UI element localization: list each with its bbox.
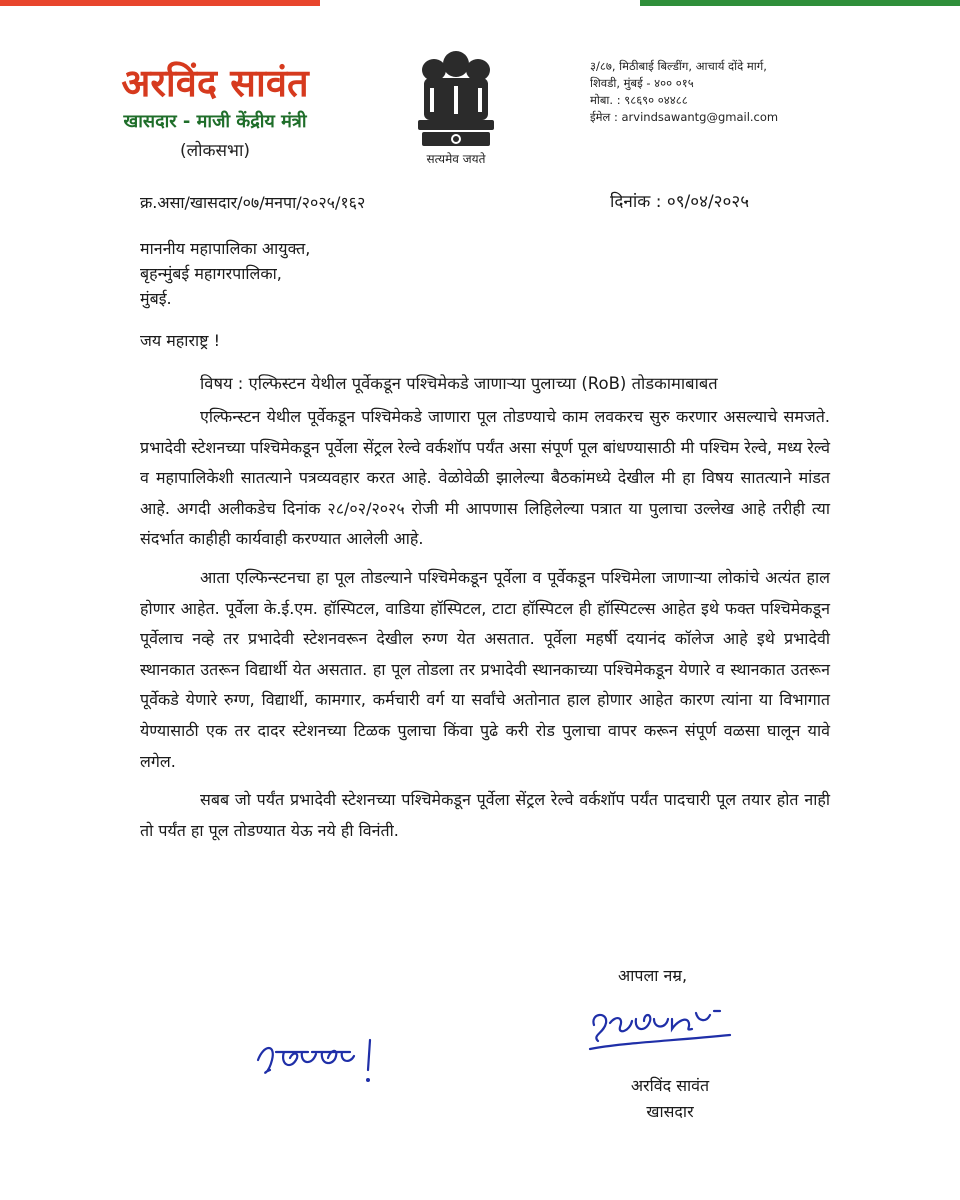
- address-line-2: शिवडी, मुंबई - ४०० ०१५: [590, 76, 694, 90]
- emblem-motto: सत्यमेव जयते: [426, 152, 486, 166]
- email-address: ईमेल : arvindsawantg@gmail.com: [590, 110, 779, 124]
- letterhead-left: [100, 60, 330, 162]
- letterhead-name: अरविंद सावंत: [121, 61, 309, 105]
- phone-number: मोबा. : ९८६९० ०४४८८: [590, 93, 688, 107]
- paragraph-3: सबब जो पर्यंत प्रभादेवी स्टेशनच्या पश्चिमेकडून पूर्वेला सेंट्रल रेल्वे वर्कशॉप पर्यंत पादचारी पूल तयार होत नाही तो पर्यंत हा पूल तोडण्यात येऊ नये ही विनंती.: [140, 790, 830, 840]
- letterhead-designation: खासदार - माजी केंद्रीय मंत्री: [123, 111, 307, 132]
- letter-body: [140, 402, 830, 846]
- recipient-line-3: मुंबई.: [140, 289, 172, 308]
- green-stripe: [640, 0, 960, 6]
- saffron-stripe: [0, 0, 320, 6]
- subject-line: विषय : एल्फिस्टन येथील पूर्वेकडून पश्चिमेकडे जाणाऱ्या पुलाच्या (RoB) तोडकामाबाबत: [200, 374, 718, 393]
- reference-number: क्र.असा/खासदार/०७/मनपा/२०२५/१६२: [140, 193, 366, 212]
- recipient-line-1: माननीय महापालिका आयुक्त,: [140, 239, 311, 258]
- signer-title: खासदार: [646, 1102, 694, 1121]
- address-line-1: ३/८७, मिठीबाई बिल्डींग, आचार्य दोंदे मार्ग,: [590, 59, 767, 73]
- handwritten-note: [250, 1030, 390, 1090]
- letterhead-house: (लोकसभा): [179, 141, 251, 161]
- recipient-address: [140, 236, 310, 311]
- tricolor-band: [0, 0, 960, 6]
- paragraph-2: आता एल्फिन्स्टनचा हा पूल तोडल्याने पश्चिमेकडून पूर्वेला व पूर्वेकडून पश्चिमेला जाणाऱ्या लोकांचे अत्यंत हाल होणार आहेत. पूर्वेला के.ई.एम. हॉस्पिटल, वाडिया हॉस्पिटल, टाटा हॉस्पिटल ही हॉस्पिटल्स आहेत इथे फक्त पश्चिमेकडून पूर्वेलाच नव्हे तर प्रभादेवी स्टेशनवरून देखील रुग्ण येत असतात. पूर्वेला महर्षी दयानंद कॉलेज आहे इथे प्रभादेवी स्थानकात उतरून विद्यार्थी येत असतात. हा पूल तोडला तर प्रभादेवी स्थानकाच्या पश्चिमेकडून येणारे व स्थानकात उतरून पूर्वेकडे येणारे रुग्ण, विद्यार्थी, कामगार, कर्मचारी वर्ग या सर्वांचे अतोनात हाल होणार आहेत कारण त्यांना या विभागात येण्यासाठी एक तर दादर स्टेशनच्या टिळक पुलाचा किंवा पुढे करी रोड पुलाचा वापर करून संपूर्ण वळसा घालून यावे लगेल.: [140, 567, 830, 771]
- signature: [580, 995, 750, 1075]
- greeting: जय महाराष्ट्र !: [140, 331, 220, 350]
- paragraph-1: एल्फिन्स्टन येथील पूर्वेकडून पश्चिमेकडे जाणारा पूल तोडण्याचे काम लवकरच सुरु करणार असल्याचे समजते. प्रभादेवी स्टेशनच्या पश्चिमेकडून पूर्वेला सेंट्रल रेल्वे वर्कशॉप पर्यंत असा संपूर्ण पूल बांधण्यासाठी मी पश्चिम रेल्वे, मध्य रेल्वे व महापालिकेशी सातत्याने पत्रव्यवहार करत आहे. वेळोवेळी झालेल्या बैठकांमध्ये देखील मी हा विषय सातत्याने मांडत आहे. अगदी अलीकडेच दिनांक २८/०२/२०२५ रोजी मी आपणास लिहिलेल्या पत्रात या पुलाचा उल्लेख आहे तरीही त्या संदर्भात काहीही कार्यवाही करण्यात आलेली आहे.: [140, 407, 830, 549]
- letter-date: दिनांक : ०९/०४/२०२५: [610, 192, 750, 212]
- closing-salutation: आपला नम्र,: [618, 966, 688, 985]
- signer-block: [600, 1073, 740, 1125]
- signer-name: अरविंद सावंत: [630, 1076, 710, 1095]
- white-stripe: [320, 0, 640, 6]
- recipient-line-2: बृहन्मुंबई महागरपालिका,: [140, 264, 282, 283]
- letterhead-contact: [590, 58, 920, 126]
